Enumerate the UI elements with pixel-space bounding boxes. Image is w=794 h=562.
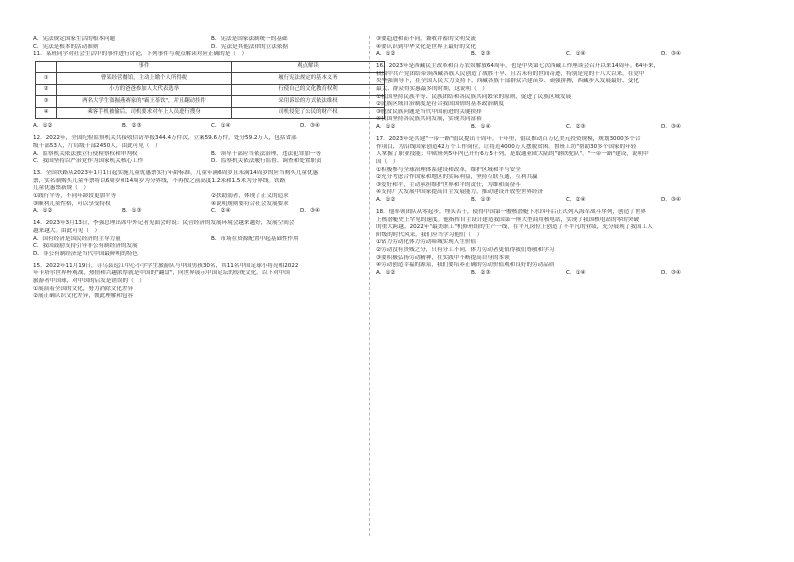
q13-stem-line1: 13．全国铁路从2023年1月1日起实施儿童优惠票实行年龄标准，儿童年满6周岁且未满14周岁的应当购买儿童优惠	[33, 170, 319, 177]
q11-row-event: 乘客手机被偷后，司机要求对车上人员进行搜身	[57, 107, 232, 119]
q16-option-c[interactable]: C．②③	[566, 124, 586, 131]
q16-option-b[interactable]: B．①④	[471, 124, 491, 131]
q17-option-d[interactable]: D．③④	[661, 196, 681, 203]
q15-option-a[interactable]: A．①②	[376, 51, 396, 58]
q11-row-view: 行使自己的文化教育权利	[232, 84, 385, 96]
q12-option-c[interactable]: C．我国坚持以严治党作为国家机关核心工作	[33, 158, 144, 165]
q18-option-a[interactable]: A．①②	[376, 269, 396, 276]
q15-option-b[interactable]: B．②③	[471, 51, 491, 58]
q13-option-a[interactable]: A．①②	[33, 208, 53, 215]
q13-sub-item: ④说明规则要符合社会发展要求	[211, 200, 289, 207]
q14-option-d[interactable]: D．非公有制经济是当代中国最鲜明的特色	[33, 250, 138, 257]
q13-sub-item: ②扶助弱者，体现了正义的追求	[211, 193, 289, 200]
q18-sub-item: ④劳动创造幸福的源泉，我们要培养正确的劳动价值观和良好的劳动品质	[376, 262, 555, 269]
table-row	[36, 73, 385, 85]
q15-sub-item: ③要趋进和而不同，兼收并蓄的文明交流	[376, 36, 477, 42]
q18-stem-line4: 阶级的时代风采。我们应当学习他们（ ）	[376, 231, 483, 238]
q14-option-c[interactable]: C．我国鼓励支持引导非公有制经济的发展	[33, 243, 138, 250]
q14-option-a[interactable]: A．国有经济是国民经济的主导力量	[33, 235, 121, 242]
q11-option-d[interactable]: D．③④	[300, 123, 320, 130]
q17-option-a[interactable]: A．①②	[376, 196, 396, 203]
q13-sub-item: ③顺利儿童性格，可以享受特权	[33, 200, 111, 207]
q11-row-view: 履行宪法规定的基本义务	[232, 73, 385, 85]
table-row	[36, 84, 385, 96]
q16-stem-line4: 最大、群众得实惠最多的时期，这说明（ ）	[376, 86, 488, 93]
q17-sub-item: ①积极参与全球治理体系建设和改革，维护区域和平与安全	[376, 166, 521, 173]
q11-row-index: ④	[36, 107, 57, 119]
q17-stem-line3: 人掌握了职业技能；中欧班列5年内已开行6万5千列，是取通亚欧大陆的"钢铁驼队"。"一带一路"建设，说明中	[376, 151, 649, 158]
q13-option-d[interactable]: D．③④	[300, 208, 320, 215]
q18-sub-item: ②劳动没有贵贱之分，只有分工不同，体力劳动者更值得我们尊敬和学习	[376, 246, 555, 253]
q11-stem: 11．某班同学对社会生活中的事件进行讨论，下列事件与观点解读对应正确的是（ ）	[33, 51, 248, 58]
q16-option-a[interactable]: A．①②	[376, 124, 396, 131]
q13-sub-item: ①践行平等，不同年龄段更加平等	[33, 193, 117, 200]
q14-stem-line2: 越来越大。由此可见（ ）	[33, 227, 101, 234]
q16-sub-item: ②民族区域自治制度是符合我国国情的基本政治制度	[376, 101, 505, 108]
q13-sub-row1	[33, 193, 389, 201]
q10-option-d[interactable]: D．宪法是其他法律的立法依据	[211, 43, 289, 50]
q12-stem-line2: 级干部53人，厅局级干部2450人，由此可见（ ）	[33, 142, 161, 149]
q10-options-row1	[33, 36, 389, 44]
q14-stem-line1: 14．2023年3月13日，李强总理出席中外记者见面会时说：民营经济的发展环境会越来越好，发展空间会	[33, 220, 295, 227]
q15-stem-line2: 年卡塔尔世界杯观战，热情和兴趣浓厚就是中国的"翻盘"，向世界展示中国足坛的传统文化。以下对中国	[33, 270, 290, 277]
q15-options	[376, 51, 756, 59]
left-column	[33, 36, 389, 301]
q11-header-event: 事件	[57, 61, 232, 73]
q11-table	[35, 61, 385, 120]
table-row	[36, 107, 385, 119]
q12-option-a[interactable]: A．监察机关依法独立行使检察权和审判权	[33, 150, 138, 157]
q16-stem-line3: 央坚强领导下，在全国人民大力支持下，西藏各族干部群众兴建苗乡、顽强拼搏，西藏步入发展最好、变化	[376, 78, 639, 85]
right-column	[376, 36, 756, 277]
table-row	[36, 96, 385, 108]
q17-option-c[interactable]: C．②④	[566, 196, 586, 203]
q17-stem-line4: 国（ ）	[376, 158, 399, 165]
q13-stem-line3: 儿童优惠票新规（ ）	[33, 185, 89, 192]
q13-stem-line2: 票，实名制购买儿童车票将以6周岁和14周岁为分界线，不再按之前高度1.2米和1.5米为分界线。铁路	[33, 177, 286, 184]
q17-options	[376, 197, 756, 205]
q15-sub-item: ①展演着全国的文化，努力消除文化差异	[33, 285, 134, 292]
q17-sub-item: ③爱好和平，主动承担维护世界和平的责任，为维和而奋斗	[376, 181, 521, 188]
q11-row-index: ③	[36, 96, 57, 108]
q11-row-event: 两名大学生盗掘燕赛家的"霸王茶饮"，并且翻动挂件	[57, 96, 232, 108]
q15-stem-line3: 旅游者中国球，对中国的启发是错误的（ ）	[33, 277, 145, 284]
q18-option-b[interactable]: B．②③	[471, 269, 491, 276]
q17-stem-line2: 作项目，为沿线国家创造42万个工作岗位，让将近4000万人摆脱贫困。鲁班工坊"帮助30多个国家的年轻	[376, 143, 637, 150]
q13-options	[33, 208, 389, 216]
q10-options-row2	[33, 44, 389, 52]
q16-sub-item: ①我国坚持民族平等、民族团结和各民族共同繁荣的原则，促进了民族区域发展	[376, 93, 572, 100]
q11-table-header	[36, 61, 385, 73]
q11-row-index: ①	[36, 73, 57, 85]
q10-option-c[interactable]: C．宪法是根本的活动准则	[33, 43, 99, 50]
q17-option-b[interactable]: B．①③	[471, 196, 491, 203]
q16-option-d[interactable]: D．③④	[661, 124, 681, 131]
q14-option-b[interactable]: B．市场在资源配置中起基础性作用	[211, 235, 299, 242]
q10-option-b[interactable]: B．宪法是国家法制统一的基础	[211, 36, 288, 42]
q15-stem-line1: 15．2022年11月19日，寻乌县逗江中心小学学生旅游队与中国男孩30名，其11名中国足球小将亮相2022	[33, 262, 299, 269]
q16-sub-item: ③脱贫民族问题是当代中国前进的关键抉择	[376, 108, 482, 115]
q18-options	[376, 270, 756, 278]
q11-row-event: 曹某经营餐馆，主动上缴个人所得税	[57, 73, 232, 85]
q18-stem-line1: 18．他率领团队从零起步，埋头苦干，使得中国第一艘核潜艇下水四年后正式列入海军战斗序列，创造了世界	[376, 208, 647, 215]
q13-option-c[interactable]: C．②④	[211, 208, 231, 215]
q18-sub-item: ③要积极弘扬劳动精神，在实践中不断提高自身的本领	[376, 254, 510, 261]
q15-option-d[interactable]: D．③④	[661, 51, 681, 58]
q11-header-view: 观点解读	[232, 61, 385, 73]
q12-options-row1	[33, 151, 389, 159]
q11-options	[33, 123, 389, 131]
q14-options-row1	[33, 236, 389, 244]
q16-stem-line2: 我国中共产党团结带领西藏各族人民创造了战胜干旱、且古未有的世间奇迹，特别是党的十八大以来，在党中	[376, 70, 645, 77]
q16-sub-item: ④我国坚持各民族共同发展，实现共同富裕	[376, 116, 482, 123]
q11-row-view: 采用诉讼的方式依法维权	[232, 96, 385, 108]
q17-stem-line1: 17．2023年是共建"一带一路"倡议提出十周年。十年里，倡议推动百万亿美元投资规模，规划3000多个合	[376, 136, 641, 143]
q13-option-b[interactable]: B．①③	[122, 208, 142, 215]
q18-stem-line3: 的重大跨越。2022年"最美职工"机修班组的生产一线，在平凡岗位上创造了不平凡的业绩，充分展现了我国工人	[376, 224, 653, 231]
q11-row-index: ②	[36, 84, 57, 96]
q11-row-view: 司机侵犯了公民的财产权	[232, 107, 385, 119]
q17-sub-item: ②充分考虑合作国家和地区的实际利益，坚持互联互通，互利共赢	[376, 174, 538, 181]
q17-sub-item: ④支持广大发展中国家提高自主发展能力，推动建设开放型世界经济	[376, 189, 544, 196]
q15-sub-item: ④要认识到中华文化是世界上最好的文化	[376, 43, 477, 50]
q12-stem-line1: 12．2022年，全国纪检监察机关共接收信访举报344.4万件次，立案59.6万件，处分59.2万人，包括省部	[33, 135, 297, 142]
q15-sub-item: ②展正确认识文化差异，彼此理解和包容	[33, 293, 134, 300]
q18-option-c[interactable]: C．①④	[566, 269, 586, 276]
q11-option-a[interactable]: A．①②	[33, 123, 53, 130]
q18-stem-line2: 上核潜艇史上罕见的速度。他指挥自主设计建造我国第一座大型商用核电站，实现了我国核电站的零的突破	[376, 216, 639, 223]
q18-option-d[interactable]: D．③④	[661, 269, 681, 276]
q12-options-row2	[33, 158, 389, 166]
q11-header-index	[36, 61, 57, 73]
q11-row-event: 小方的爸爸参加人大代表选举	[57, 84, 232, 96]
q16-options	[376, 124, 756, 132]
q11-option-b[interactable]: B．②③	[122, 123, 142, 130]
q12-option-d[interactable]: D．监察机关依法履行监督、调查和处置职责	[211, 158, 322, 165]
q10-option-a[interactable]: A．宪法规定国家生活的根本问题	[33, 36, 116, 42]
q12-option-b[interactable]: B．领导干部应当依法治理，违法犯罪加一等	[211, 150, 322, 157]
q16-stem-line1: 16．2023年是西藏民主改革和百万农奴解放64周年，也是中央第七次西藏工作座谈会召开以来14周年。64年来，	[376, 63, 660, 70]
q15-option-c[interactable]: C．①④	[566, 51, 586, 58]
q18-sub-item: ①钻力劳动化体力劳动缔城实现人生价值	[376, 239, 477, 246]
q11-option-c[interactable]: C．①④	[211, 123, 231, 130]
